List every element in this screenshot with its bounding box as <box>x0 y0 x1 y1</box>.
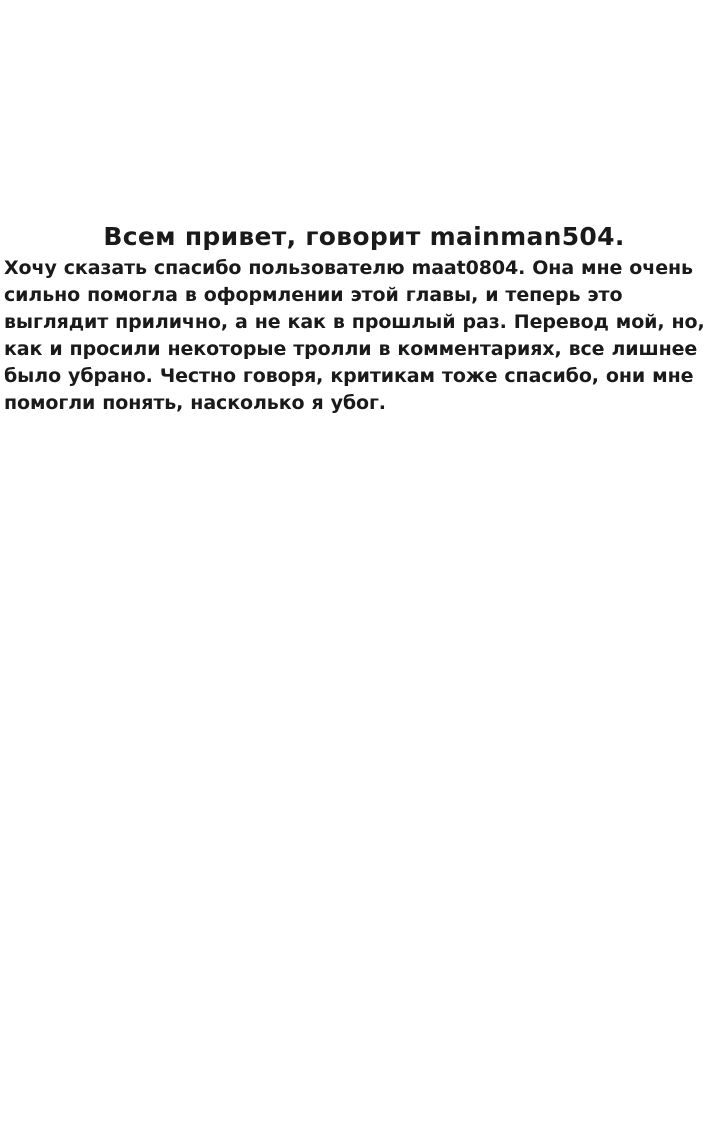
note-title: Всем привет, говорит mainman504. <box>103 222 625 251</box>
note-body: Хочу сказать спасибо пользователю maat0804. Она мне очень сильно помогла в оформлении этой главы, и теперь это выглядит прилично, а не как в прошлый раз. Перевод мой, но, как и просили некоторые тролли в комментариях, все лишнее было убрано. Честно говоря, критикам тоже спасибо, они мне помогли понять, насколько я убог. <box>4 257 705 414</box>
translator-note <box>0 222 728 417</box>
